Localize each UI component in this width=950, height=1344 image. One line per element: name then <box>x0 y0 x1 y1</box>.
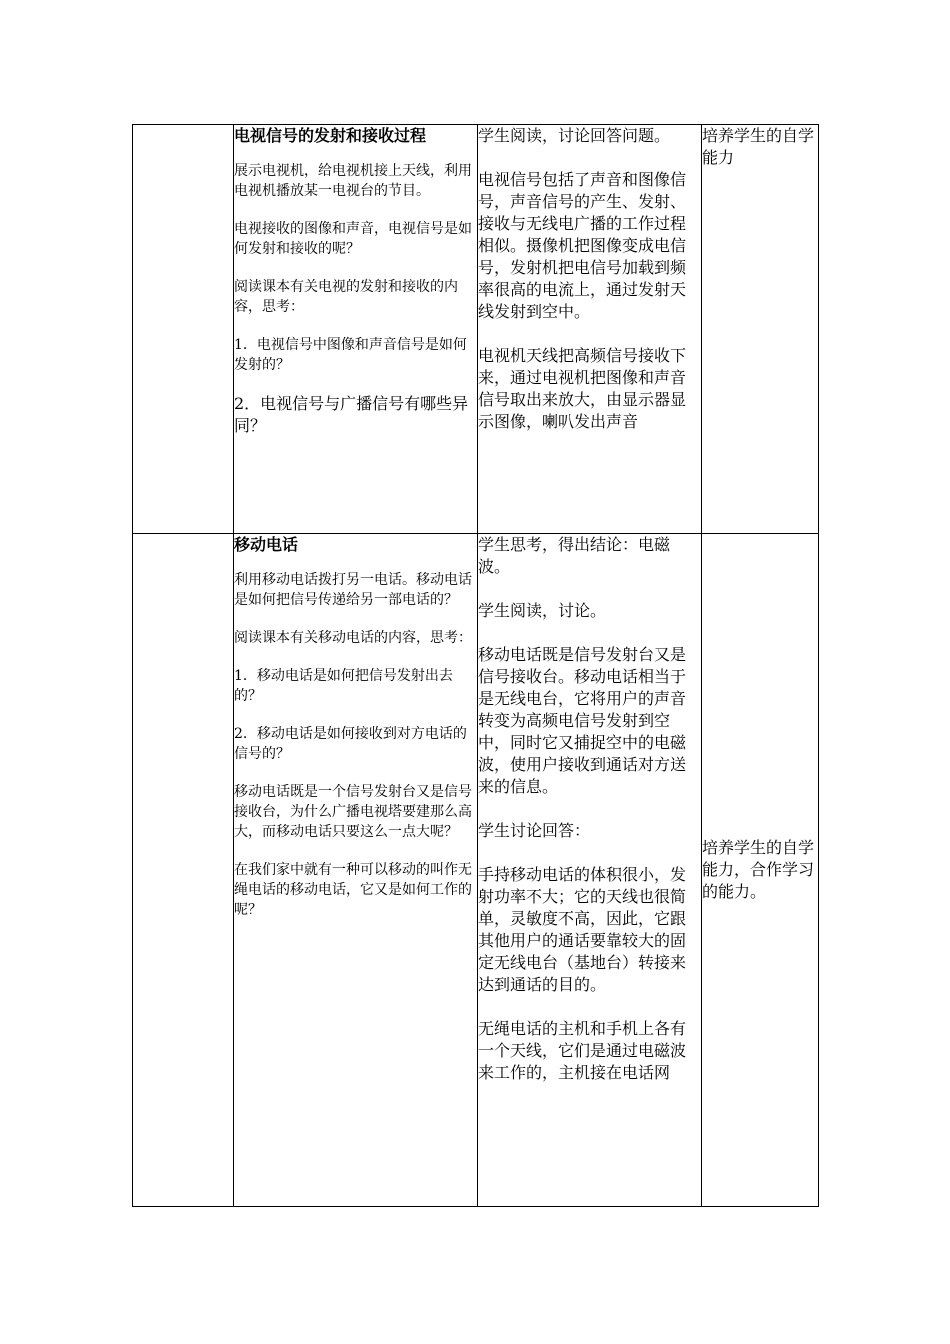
teacher-question: 1．移动电话是如何把信号发射出去的？ <box>234 668 453 704</box>
student-paragraph: 学生思考，得出结论：电磁波。 <box>478 535 671 576</box>
student-activity-cell <box>478 125 702 534</box>
student-paragraph: 手持移动电话的体积很小，发射功率不大；它的天线也很简单，灵敏度不高，因此，它跟其他用户的通话要靠较大的固定无线电台（基地台）转接来达到通话的目的。 <box>478 865 687 994</box>
purpose-cell <box>702 534 819 1207</box>
purpose-text: 培养学生的自学能力，合作学习的能力。 <box>702 838 815 901</box>
table-row <box>133 125 819 534</box>
teacher-paragraph: 在我们家中就有一种可以移动的叫作无绳电话的移动电话，它又是如何工作的呢？ <box>234 862 472 918</box>
student-paragraph: 无绳电话的主机和手机上各有一个天线，它们是通过电磁波来工作的，主机接在电话网 <box>478 1019 687 1082</box>
teacher-paragraph: 移动电话既是一个信号发射台又是信号接收台，为什么广播电视塔要建那么高大，而移动电话只要这么一点大呢？ <box>234 784 472 840</box>
empty-cell <box>133 534 234 1207</box>
student-paragraph: 电视机天线把高频信号接收下来，通过电视机把图像和声音信号取出来放大，由显示器显示图像，喇叭发出声音 <box>478 346 687 431</box>
student-paragraph: 学生讨论回答： <box>478 821 591 840</box>
teacher-paragraph: 阅读课本有关移动电话的内容，思考： <box>234 630 472 646</box>
teacher-paragraph: 电视接收的图像和声音，电视信号是如何发射和接收的呢？ <box>234 221 472 257</box>
teacher-paragraph: 展示电视机，给电视机接上天线，利用电视机播放某一电视台的节目。 <box>234 163 472 199</box>
student-paragraph: 学生阅读，讨论回答问题。 <box>478 126 671 145</box>
teacher-question: 2．电视信号与广播信号有哪些异同？ <box>234 394 469 435</box>
teacher-question: 2．移动电话是如何接收到对方电话的信号的？ <box>234 726 467 762</box>
student-paragraph: 移动电话既是信号发射台又是信号接收台。移动电话相当于是无线电台，它将用户的声音转变为高频电信号发射到空中，同时它又捕捉空中的电磁波，使用户接收到通话对方送来的信息。 <box>478 645 687 796</box>
lesson-plan-table <box>132 124 819 1207</box>
student-paragraph: 学生阅读，讨论。 <box>478 601 607 620</box>
teacher-paragraph: 利用移动电话拨打另一电话。移动电话是如何把信号传递给另一部电话的？ <box>234 572 472 608</box>
student-paragraph: 电视信号包括了声音和图像信号，声音信号的产生、发射、接收与无线电广播的工作过程相似。摄像机把图像变成电信号，发射机把电信号加载到频率很高的电流上，通过发射天线发射到空中。 <box>478 170 687 321</box>
purpose-text: 培养学生的自学能力 <box>702 126 815 167</box>
teacher-paragraph: 阅读课本有关电视的发射和接收的内容，思考： <box>234 279 458 315</box>
teacher-question: 1．电视信号中图像和声音信号是如何发射的？ <box>234 337 467 373</box>
teacher-activity-cell <box>234 125 478 534</box>
section-heading: 电视信号的发射和接收过程 <box>234 126 427 145</box>
section-heading: 移动电话 <box>234 535 299 554</box>
student-activity-cell <box>478 534 702 1207</box>
purpose-cell <box>702 125 819 534</box>
table-row <box>133 534 819 1207</box>
teacher-activity-cell <box>234 534 478 1207</box>
empty-cell <box>133 125 234 534</box>
